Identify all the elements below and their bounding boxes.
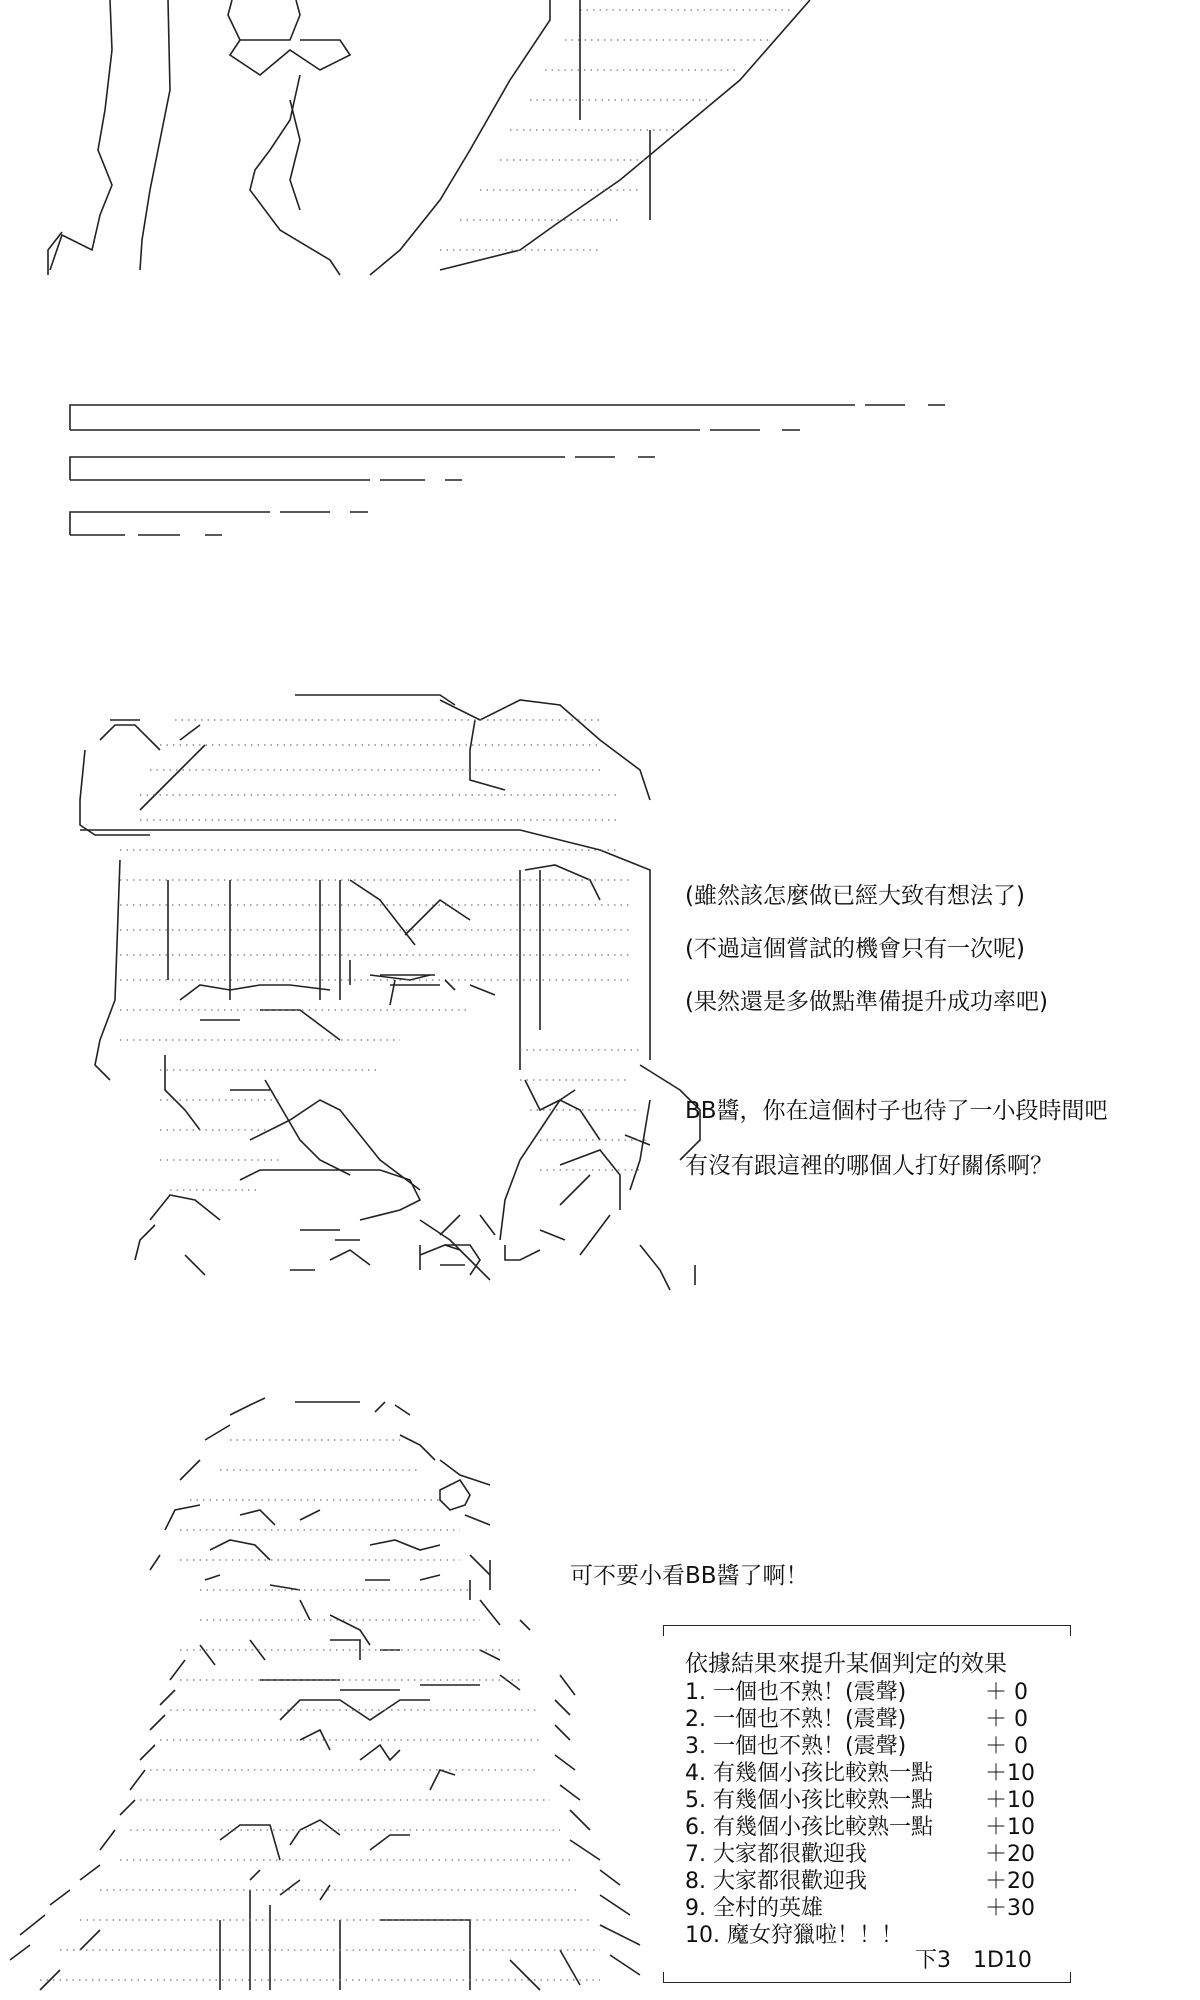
- dialogue-line-5: 有沒有跟這裡的哪個人打好關係啊？: [685, 1153, 1053, 1179]
- middle-figure-art: [80, 695, 700, 1290]
- row-label: 3. 一個也不熟！(震聲): [685, 1734, 907, 1759]
- dialogue-line-3: (果然還是多做點準備提升成功率吧): [685, 989, 1048, 1015]
- bottom-figure-art: [10, 1398, 640, 1990]
- top-figure-art: [48, 0, 810, 275]
- row-value: ＋10: [985, 1761, 1035, 1786]
- row-label: 5. 有幾個小孩比較熟一點: [685, 1788, 933, 1813]
- row-value: ＋20: [985, 1869, 1035, 1894]
- row-label: 8. 大家都很歡迎我: [685, 1869, 867, 1894]
- row-value: ＋ 0: [985, 1734, 1028, 1759]
- row-label: 10. 魔女狩獵啦！！！: [685, 1923, 903, 1948]
- row-value: ＋10: [985, 1788, 1035, 1813]
- dialogue-line-4: BB醬，你在這個村子也待了一小段時間吧: [685, 1098, 1108, 1124]
- dice-roll-footer: 下3 1D10: [915, 1948, 1032, 1973]
- dialogue-reply: 可不要小看BB醬了啊！: [570, 1563, 809, 1589]
- table-bottom-bracket: [663, 1972, 1071, 1983]
- row-label: 2. 一個也不熟！(震聲): [685, 1707, 907, 1732]
- row-label: 6. 有幾個小孩比較熟一點: [685, 1815, 933, 1840]
- row-label: 4. 有幾個小孩比較熟一點: [685, 1761, 933, 1786]
- row-value: ＋20: [985, 1842, 1035, 1867]
- table-row: [685, 1918, 903, 1949]
- row-value: ＋30: [985, 1896, 1035, 1921]
- row-label: 9. 全村的英雄: [685, 1896, 823, 1921]
- bracket-lines: [70, 405, 945, 535]
- row-label: 7. 大家都很歡迎我: [685, 1842, 867, 1867]
- table-top-bracket: [663, 1625, 1071, 1636]
- row-value: ＋ 0: [985, 1707, 1028, 1732]
- effect-table: [663, 1625, 1069, 1983]
- dialogue-line-2: (不過這個嘗試的機會只有一次呢): [685, 936, 1025, 962]
- dialogue-line-1: (雖然該怎麼做已經大致有想法了): [685, 883, 1025, 909]
- table-heading: 依據結果來提升某個判定的效果: [685, 1651, 1007, 1677]
- row-value: ＋ 0: [985, 1680, 1028, 1705]
- row-label: 1. 一個也不熟！(震聲): [685, 1680, 907, 1705]
- row-value: ＋10: [985, 1815, 1035, 1840]
